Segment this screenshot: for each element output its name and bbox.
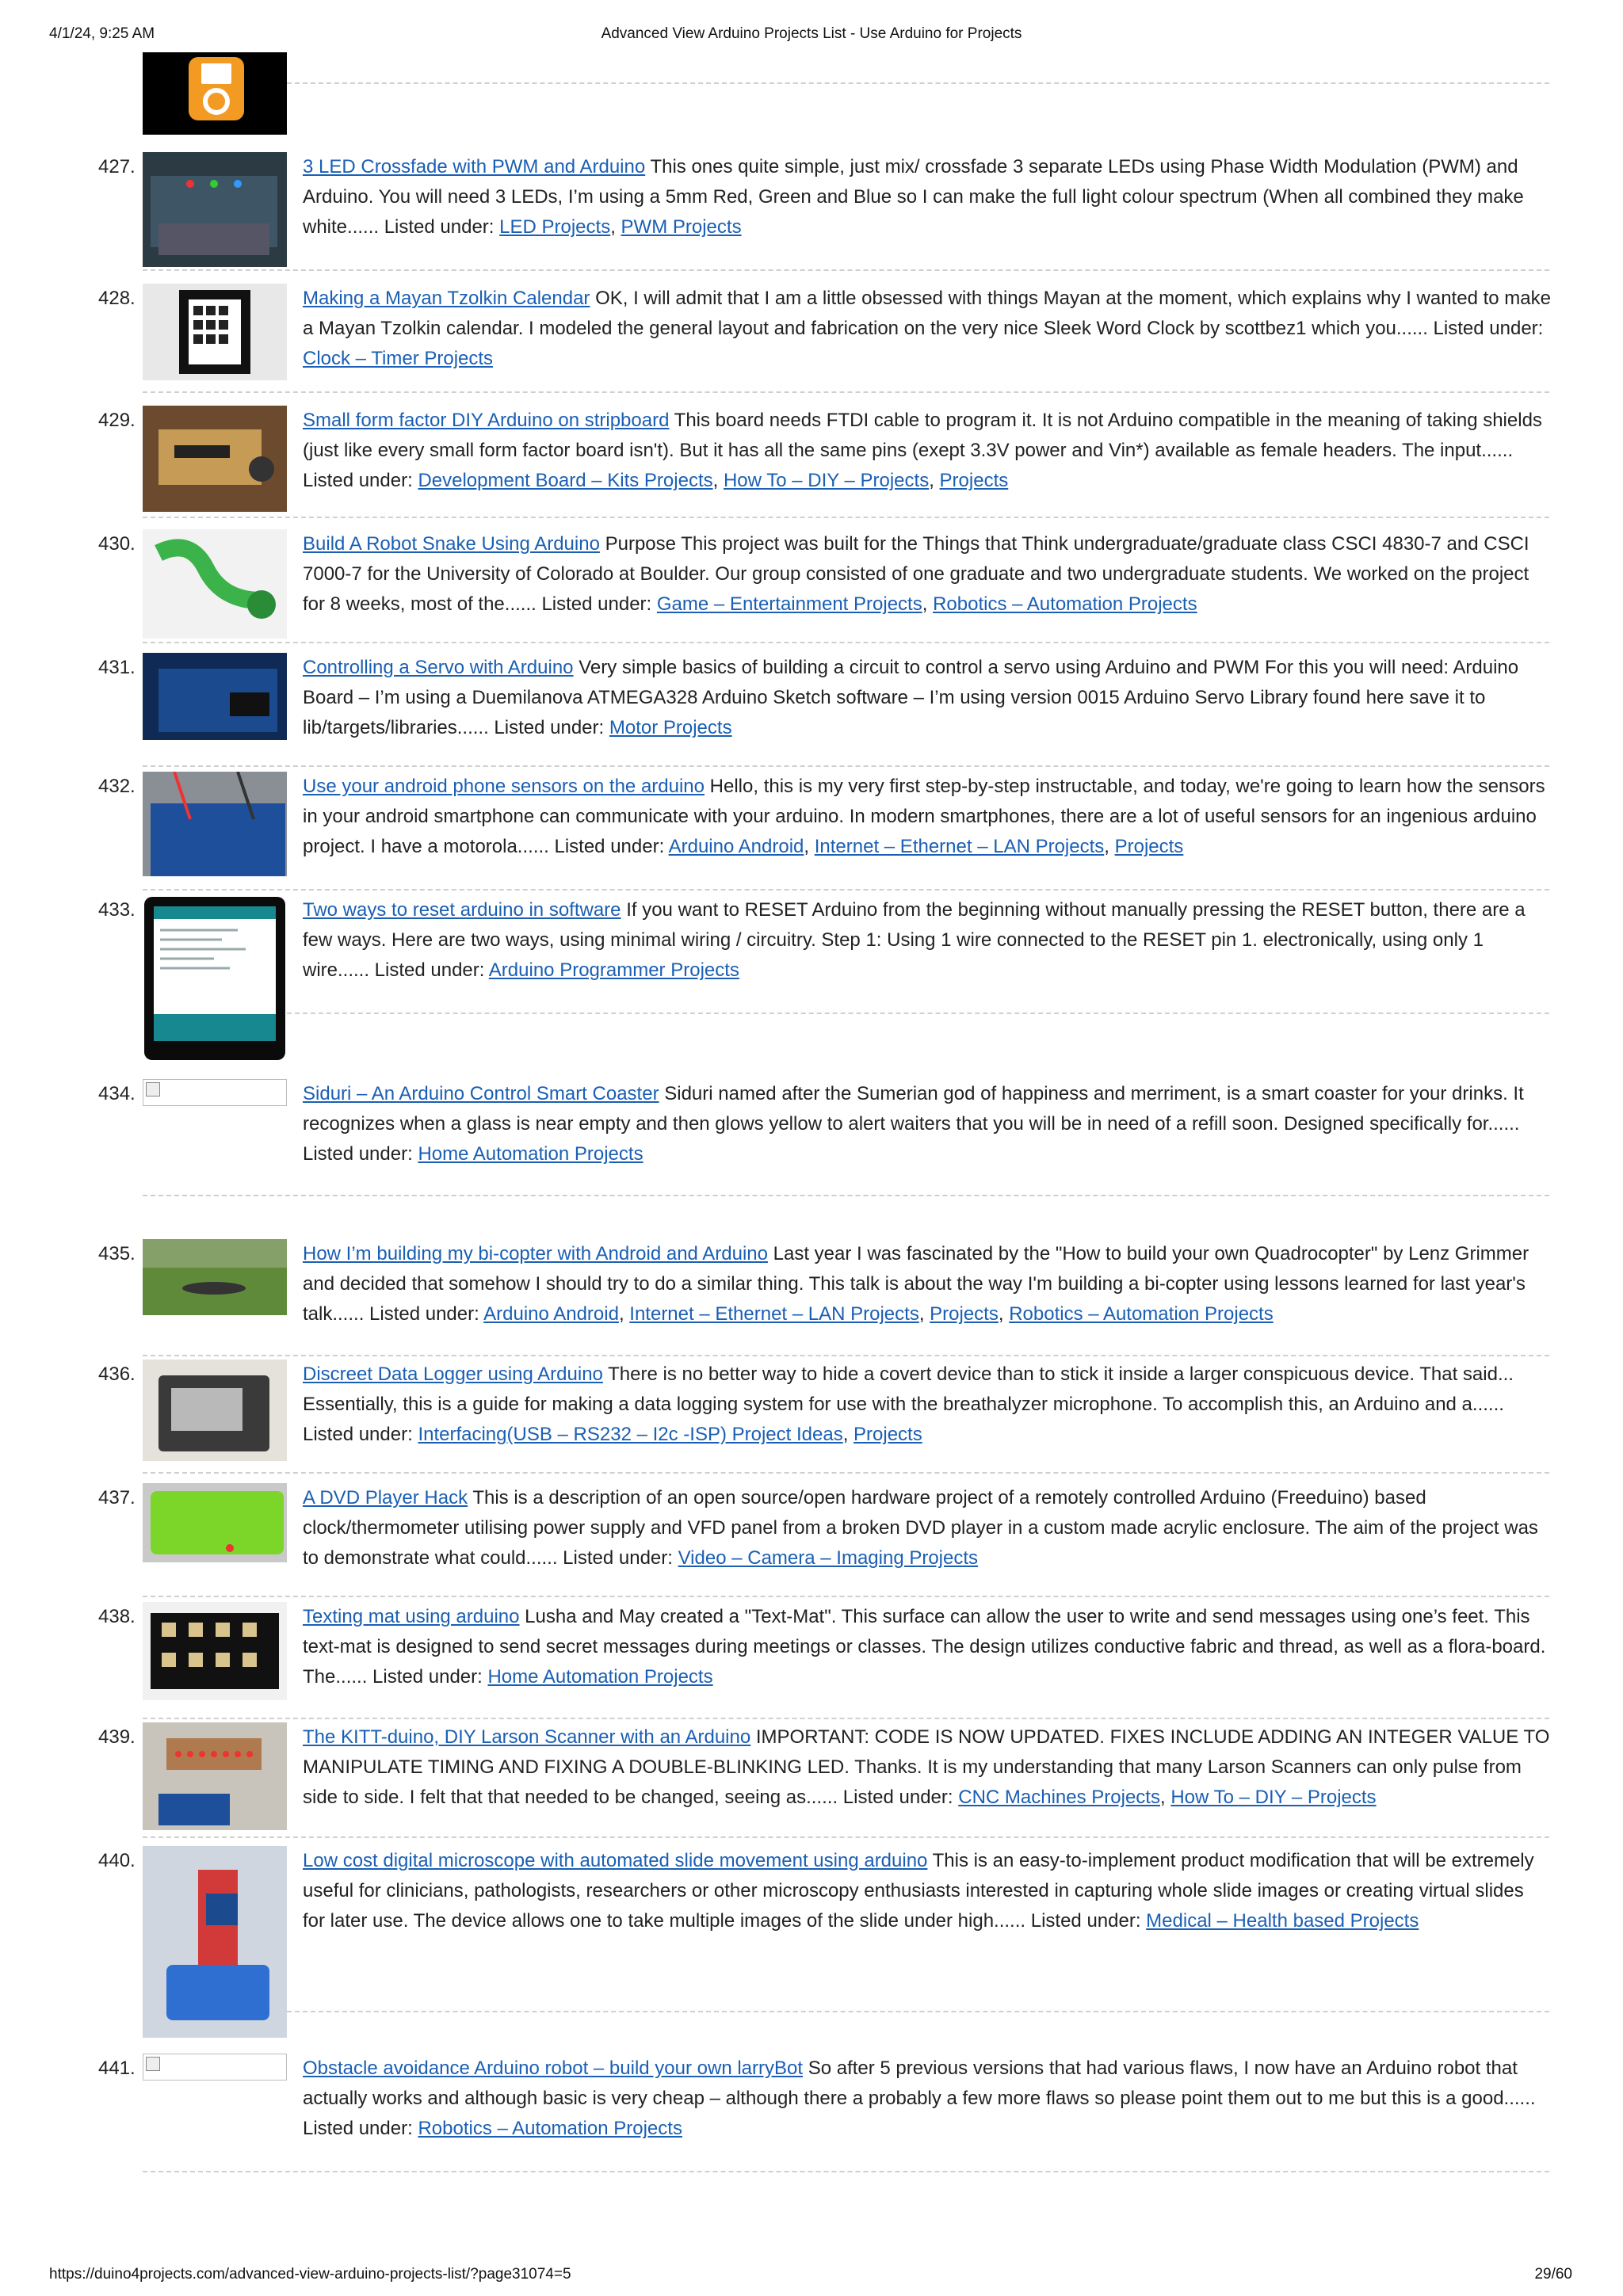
item-thumbnail [143, 52, 287, 135]
category-link[interactable]: PWM Projects [621, 216, 742, 238]
item-title-link[interactable]: Low cost digital microscope with automated slide movement using arduino [303, 1850, 928, 1871]
separator [143, 517, 1549, 518]
separator [143, 1718, 1549, 1719]
item-thumbnail [143, 284, 287, 380]
separator [143, 889, 1549, 891]
item-body: Use your android phone sensors on the arduino Hello, this is my very first step-by-step instructable, and today, we're going to learn how the sensors in your android smartphone can communicate with your arduino. In modern smartphones, there are a lot of useful sensors for an ingenious arduino project. I have a motorola...... Listed under: Arduino Android, Internet – Ethernet – LAN Projects, Projects [303, 776, 1545, 857]
page-title: Advanced View Arduino Projects List - Use Arduino for Projects [601, 25, 1022, 42]
category-link[interactable]: How To – DIY – Projects [723, 470, 930, 491]
item-body [303, 2054, 1551, 2144]
item-thumbnail [143, 1602, 287, 1700]
item-body [303, 653, 1551, 743]
category-link[interactable]: Internet – Ethernet – LAN Projects [629, 1303, 919, 1325]
category-link[interactable]: Medical – Health based Projects [1146, 1910, 1419, 1932]
category-link[interactable]: Video – Camera – Imaging Projects [678, 1547, 979, 1569]
item-number: 429. [98, 410, 136, 431]
item-thumbnail [143, 653, 287, 740]
item-title-link[interactable]: Use your android phone sensors on the arduino [303, 776, 705, 797]
separator [143, 1195, 1549, 1196]
item-thumbnail [143, 406, 287, 512]
category-link[interactable]: Projects [854, 1424, 922, 1445]
item-body [303, 1483, 1551, 1573]
category-link[interactable]: Development Board – Kits Projects [418, 470, 713, 491]
item-body: Small form factor DIY Arduino on stripboard This board needs FTDI cable to program it. It is not Arduino compatible in the meaning of taking shields (just like every small form factor board isn't). But it has all the same pins (exept 3.3V power and Vin*) available as female headers. The input...... Listed under: Development Board – Kits Projects, How To – DIY – Projects, Projects [303, 410, 1542, 491]
item-body [303, 1079, 1551, 1169]
separator [287, 1013, 1549, 1014]
item-number: 427. [98, 156, 136, 177]
item-title-link[interactable]: Discreet Data Logger using Arduino [303, 1363, 603, 1385]
item-description: Siduri named after the Sumerian god of happiness and merriment, is a smart coaster for your drinks. It recognizes when a glass is near empty and then glows yellow to alert waiters that you will be in need of a refill soon. Designed specifically for...... Listed under: [303, 1083, 1524, 1165]
category-link[interactable]: Robotics – Automation Projects [1009, 1303, 1274, 1325]
item-body: 3 LED Crossfade with PWM and Arduino This ones quite simple, just mix/ crossfade 3 separate LEDs using Phase Width Modulation (PWM) and Arduino. You will need 3 LEDs, I’m using a 5mm Red, Green and Blue so I can make the full light colour spectrum (When all combined they make white...... Listed under: LED Projects, PWM Projects [303, 156, 1524, 238]
item-body [303, 1602, 1551, 1692]
item-thumbnail [143, 1483, 287, 1562]
separator [143, 1355, 1549, 1356]
item-number: 438. [98, 1606, 136, 1627]
item-number: 440. [98, 1850, 136, 1871]
category-link[interactable]: Home Automation Projects [487, 1666, 713, 1688]
item-thumbnail [143, 529, 287, 639]
separator [143, 269, 1549, 271]
item-title-link[interactable]: Texting mat using arduino [303, 1606, 520, 1627]
category-link[interactable]: Projects [1114, 836, 1184, 857]
item-title-link[interactable]: Controlling a Servo with Arduino [303, 657, 574, 678]
item-description: Last year I was fascinated by the "How to build your own Quadrocopter" by Lenz Grimmer and decided that somehow I should try to do a similar thing. This talk is about the way I'm building a bi-copter using lessons learned for last year's talk...... Listed under: [303, 1243, 1529, 1325]
item-description: This ones quite simple, just mix/ crossfade 3 separate LEDs using Phase Width Modulation (PWM) and Arduino. You will need 3 LEDs, I’m using a 5mm Red, Green and Blue so I can make the full light colour spectrum (When all combined they make white...... Listed under: [303, 156, 1524, 238]
category-link[interactable]: Motor Projects [609, 717, 732, 738]
item-body [303, 895, 1551, 986]
separator [143, 1596, 1549, 1597]
item-description: So after 5 previous versions that had various flaws, I now have an Arduino robot that actually works and although basic is very cheap – although there a probably a few more flaws so please point them out to me but this is a good...... Listed under: [303, 2058, 1536, 2139]
item-body: Build A Robot Snake Using Arduino Purpose This project was built for the Things that Think undergraduate/graduate class CSCI 4830-7 and CSCI 7000-7 for the University of Colorado at Boulder. Our group consisted of one graduate and two undergraduate students. We worked on the project for 8 weeks, most of the...... Listed under: Game – Entertainment Projects, Robotics – Automation Projects [303, 533, 1529, 615]
item-title-link[interactable]: How I’m building my bi-copter with Android and Arduino [303, 1243, 768, 1264]
item-thumbnail [143, 1239, 287, 1315]
item-title-link[interactable]: Making a Mayan Tzolkin Calendar [303, 288, 590, 309]
separator [143, 1836, 1549, 1838]
item-number: 433. [98, 899, 136, 921]
item-title-link[interactable]: A DVD Player Hack [303, 1487, 468, 1508]
separator [143, 2171, 1549, 2172]
item-description: IMPORTANT: CODE IS NOW UPDATED. FIXES INCLUDE ADDING AN INTEGER VALUE TO MANIPULATE TIMING AND FIXING A DOUBLE-BLINKING LED. Thanks. It is my understanding that many Larson Scanners can only pulse from side to side. I felt that that needed to be changed, seeing as...... Listed under: [303, 1726, 1550, 1808]
item-description: This is a description of an open source/open hardware project of a remotely controlled Arduino (Freeduino) based clock/thermometer utilising power supply and VFD panel from a broken DVD player in a custom made acrylic enclosure. The aim of the project was to demonstrate what could...... Listed under: [303, 1487, 1538, 1569]
item-number: 434. [98, 1083, 136, 1104]
category-link[interactable]: Interfacing(USB – RS232 – I2c -ISP) Project Ideas [418, 1424, 843, 1445]
category-link[interactable]: Projects [939, 470, 1009, 491]
item-thumbnail [143, 152, 287, 267]
separator [143, 1472, 1549, 1474]
broken-image-icon [143, 1079, 287, 1106]
item-title-link[interactable]: Siduri – An Arduino Control Smart Coaster [303, 1083, 659, 1104]
item-number: 441. [98, 2058, 136, 2079]
item-title-link[interactable]: Small form factor DIY Arduino on stripboard [303, 410, 670, 431]
item-body: Discreet Data Logger using Arduino There is no better way to hide a covert device than to stick it inside a larger conspicuous device. That said... Essentially, this is a guide for making a data logging system for use with the breathalyzer microphone. To accomplish this, an Arduino and a...... Listed under: Interfacing(USB – RS232 – I2c -ISP) Project Ideas, Projects [303, 1363, 1514, 1445]
item-number: 430. [98, 533, 136, 555]
category-link[interactable]: Clock – Timer Projects [303, 348, 494, 369]
item-title-link[interactable]: Build A Robot Snake Using Arduino [303, 533, 600, 555]
page-url: https://duino4projects.com/advanced-view-arduino-projects-list/?page31074=5 [49, 2266, 571, 2283]
separator [287, 82, 1549, 84]
category-link[interactable]: Robotics – Automation Projects [933, 593, 1197, 615]
category-link[interactable]: Arduino Android [483, 1303, 619, 1325]
item-thumbnail [143, 895, 287, 1062]
category-link[interactable]: Robotics – Automation Projects [418, 2118, 682, 2139]
broken-image-icon [143, 2054, 287, 2081]
category-link[interactable]: Arduino Android [668, 836, 804, 857]
category-link[interactable]: Projects [930, 1303, 999, 1325]
item-number: 436. [98, 1363, 136, 1385]
item-number: 439. [98, 1726, 136, 1748]
item-number: 432. [98, 776, 136, 797]
item-number: 431. [98, 657, 136, 678]
category-link[interactable]: How To – DIY – Projects [1170, 1787, 1377, 1808]
item-number: 435. [98, 1243, 136, 1264]
item-title-link[interactable]: 3 LED Crossfade with PWM and Arduino [303, 156, 646, 177]
separator [143, 391, 1549, 393]
item-number: 428. [98, 288, 136, 309]
category-link[interactable]: Internet – Ethernet – LAN Projects [814, 836, 1105, 857]
print-datetime: 4/1/24, 9:25 AM [49, 25, 155, 42]
item-description: OK, I will admit that I am a little obsessed with things Mayan at the moment, which explains why I wanted to make a Mayan Tzolkin calendar. I modeled the general layout and fabrication on the very nice Sleek Word Clock by scottbez1 which you...... Listed under: [303, 288, 1551, 339]
separator [143, 765, 1549, 767]
item-body [303, 284, 1551, 374]
separator [143, 642, 1549, 643]
item-description: Hello, this is my very first step-by-step instructable, and today, we're going to learn how the sensors in your android smartphone can communicate with your arduino. In modern smartphones, there are a lot of useful sensors for an ingenious arduino project. I have a motorola...... Listed under: [303, 776, 1545, 857]
category-link[interactable]: Home Automation Projects [418, 1143, 643, 1165]
category-link[interactable]: Game – Entertainment Projects [656, 593, 922, 615]
item-description: This board needs FTDI cable to program it. It is not Arduino compatible in the meaning of taking shields (just like every small form factor board isn't). But it has all the same pins (exept 3.3V power and Vin*) available as female headers. The input...... Listed under: [303, 410, 1542, 491]
ipod-icon [143, 52, 287, 135]
page-number: 29/60 [1534, 2266, 1572, 2283]
item-number: 437. [98, 1487, 136, 1508]
item-title-link[interactable]: Obstacle avoidance Arduino robot – build your own larryBot [303, 2058, 804, 2079]
separator [287, 2011, 1549, 2012]
item-thumbnail [143, 1722, 287, 1830]
item-description: There is no better way to hide a covert device than to stick it inside a larger conspicuous device. That said... Essentially, this is a guide for making a data logging system for use with the breathalyzer microphone. To accomplish this, an Arduino and a...... Listed under: [303, 1363, 1514, 1445]
category-link[interactable]: LED Projects [499, 216, 611, 238]
item-description: If you want to RESET Arduino from the beginning without manually pressing the RESET button, there are a few ways. Here are two ways, using minimal wiring / circuitry. Step 1: Using 1 wire connected to the RESET pin 1. electronically, using only 1 wire...... Listed under: [303, 899, 1526, 981]
item-title-link[interactable]: Two ways to reset arduino in software [303, 899, 621, 921]
item-description: Purpose This project was built for the Things that Think undergraduate/graduate class CSCI 4830-7 and CSCI 7000-7 for the University of Colorado at Boulder. Our group consisted of one graduate and two undergraduate students. We worked on the project for 8 weeks, most of the...... Listed under: [303, 533, 1529, 615]
item-title-link[interactable]: The KITT-duino, DIY Larson Scanner with an Arduino [303, 1726, 751, 1748]
item-thumbnail [143, 772, 287, 876]
item-body: The KITT-duino, DIY Larson Scanner with an Arduino IMPORTANT: CODE IS NOW UPDATED. FIXES INCLUDE ADDING AN INTEGER VALUE TO MANIPULATE TIMING AND FIXING A DOUBLE-BLINKING LED. Thanks. It is my understanding that many Larson Scanners can only pulse from side to side. I felt that that needed to be changed, seeing as...... Listed under: CNC Machines Projects, How To – DIY – Projects [303, 1726, 1550, 1808]
item-description: Very simple basics of building a circuit to control a servo using Arduino and PWM For this you will need: Arduino Board – I’m using a Duemilanova ATMEGA328 Arduino Sketch software – I’m using version 0015 Arduino Servo Library found here save it to lib/targets/libraries...... Listed under: [303, 657, 1519, 738]
category-link[interactable]: CNC Machines Projects [958, 1787, 1160, 1808]
item-thumbnail [143, 1360, 287, 1461]
category-link[interactable]: Arduino Programmer Projects [488, 959, 739, 981]
item-description: Lusha and May created a "Text-Mat". This surface can allow the user to write and send messages using one’s feet. This text-mat is designed to send secret messages during meetings or classes. The design utilizes conductive fabric and thread, as well as a flora-board. The...... Listed under: [303, 1606, 1546, 1688]
item-description: This is an easy-to-implement product modification that will be extremely useful for clinicians, pathologists, researchers or other microscopy enthusiasts interested in capturing whole slide images or creating virtual slides for later use. The device allows one to take multiple images of the slide under high...... Listed under: [303, 1850, 1534, 1932]
item-body: How I’m building my bi-copter with Android and Arduino Last year I was fascinated by the "How to build your own Quadrocopter" by Lenz Grimmer and decided that somehow I should try to do a similar thing. This talk is about the way I'm building a bi-copter using lessons learned for last year's talk...... Listed under: Arduino Android, Internet – Ethernet – LAN Projects, Projects, Robotics – Automation Projects [303, 1243, 1529, 1325]
item-body [303, 1846, 1551, 1936]
item-thumbnail [143, 1846, 287, 2038]
